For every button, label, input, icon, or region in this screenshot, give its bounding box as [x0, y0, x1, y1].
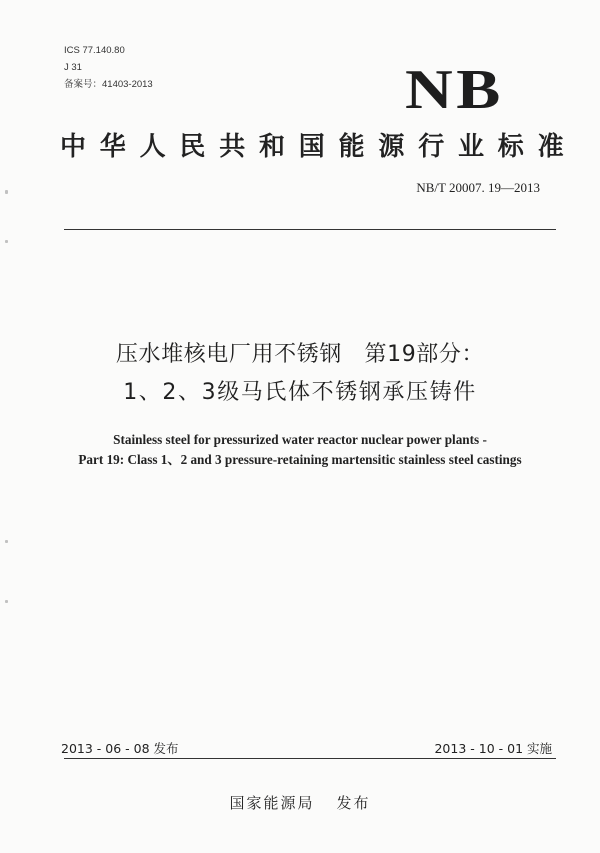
filing-number: 备案号：41403-2013: [64, 79, 153, 90]
issuer-name: 国家能源局: [229, 794, 315, 812]
effective-date: 2013 - 10 - 01 实施: [434, 741, 552, 756]
scan-speck: [5, 190, 8, 194]
header-divider: [64, 229, 556, 230]
publish-date: 2013 - 06 - 08 发布: [61, 741, 179, 756]
standard-number: NB/T 20007. 19—2013: [416, 180, 540, 195]
ics-code: ICS 77.140.80: [64, 45, 125, 56]
issuer-action: 发布: [336, 794, 371, 812]
scan-speck: [5, 540, 8, 543]
english-title-line-2: Part 19: Class 1、2 and 3 pressure-retaining martensitic stainless steel castings: [78, 452, 522, 467]
standard-category-title: 中华人民共和国能源行业标准: [60, 132, 578, 162]
nb-logo: NB: [405, 59, 504, 121]
english-title-line-1: Stainless steel for pressurized water reactor nuclear power plants -: [113, 432, 487, 447]
footer-divider: [64, 758, 556, 759]
classification-block: [64, 42, 153, 93]
scan-speck: [5, 240, 8, 243]
chinese-title-line-2: 1、2、3级马氏体不锈钢承压铸件: [123, 380, 477, 405]
chinese-title-line-1: 压水堆核电厂用不锈钢 第19部分：: [115, 342, 485, 367]
class-code: J 31: [64, 62, 82, 73]
issuing-authority: [0, 792, 600, 813]
scan-speck: [5, 600, 8, 603]
